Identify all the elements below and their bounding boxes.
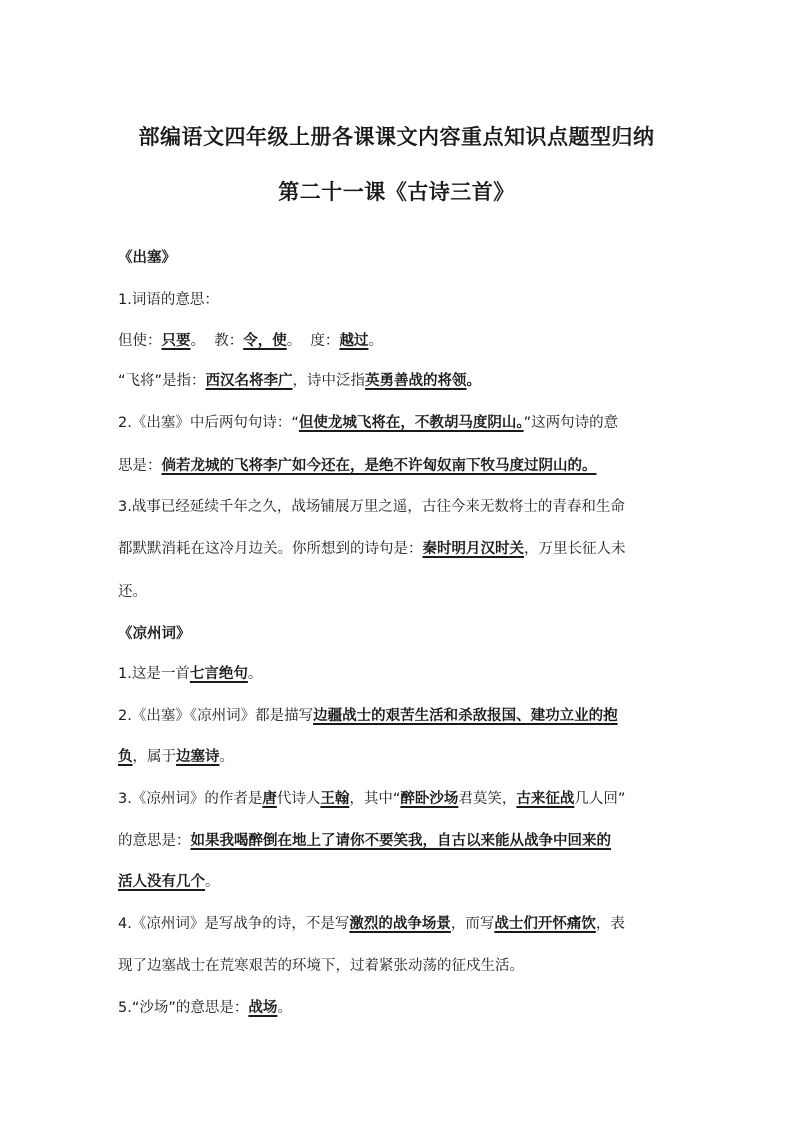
question-3-line-3: 还。 — [118, 584, 147, 600]
section-heading-chusai: 《出塞》 — [118, 250, 176, 266]
answer-blank: 战场 — [248, 1000, 278, 1016]
answer-blank: 边疆战士的艰苦生活和杀敌报国、建功立业的抱 — [313, 708, 618, 724]
text: “飞将”是指： — [118, 373, 206, 389]
section-heading-liangzhouci: 《凉州词》 — [118, 626, 191, 642]
text: 2.《出塞》中后两句句诗：“ — [118, 415, 299, 431]
question-3-line-2 — [118, 831, 678, 851]
answer-blank: 越过 — [339, 333, 369, 349]
answer-blank: 醉卧沙场 — [400, 791, 459, 807]
question-3-line-2 — [118, 539, 678, 559]
answer-blank: 秦时明月汉时关 — [422, 541, 524, 557]
text: 君莫笑， — [458, 791, 517, 807]
answer-blank: 七言绝句 — [189, 666, 248, 682]
question-1b — [118, 371, 678, 391]
text: 4.《凉州词》是写战争的诗，不是写 — [118, 916, 350, 932]
answer-blank: 但使龙城飞将在，不教胡马度阴山。 — [298, 415, 524, 431]
text: 都默默消耗在这冷月边关。你所想到的诗句是： — [118, 541, 423, 557]
question-2-line-2 — [118, 456, 678, 476]
question-2-line-1 — [118, 413, 678, 433]
text: ，属于 — [132, 749, 176, 765]
text: ”这两句诗的意 — [523, 415, 619, 431]
answer-blank: 令，使 — [243, 333, 287, 349]
question-3-line-1: 3.战事已经延续千年之久，战场铺展万里之遥，古往今来无数将士的青春和生命 — [118, 499, 625, 515]
question-5 — [118, 998, 678, 1018]
text: ，万里长征人未 — [524, 541, 626, 557]
text: 。 — [205, 874, 220, 890]
answer-blank: 战士们开怀痛饮 — [494, 916, 596, 932]
question-2-line-1 — [118, 706, 678, 726]
answer-blank: 唐 — [262, 791, 277, 807]
text: 几人回” — [574, 791, 626, 807]
question-1 — [118, 664, 678, 684]
question-3-line-1 — [118, 789, 678, 809]
answer-blank: 只要 — [161, 333, 191, 349]
text: 思是： — [118, 458, 162, 474]
text: ，而写 — [450, 916, 495, 932]
text: 。 — [277, 1000, 292, 1016]
question-1-label: 1.词语的意思： — [118, 292, 219, 308]
text: 1.这是一首 — [118, 666, 190, 682]
lesson-title: 第二十一课《古诗三首》 — [278, 180, 515, 204]
text: 。 — [466, 373, 482, 389]
answer-blank: 激烈的战争场景 — [349, 916, 451, 932]
document-title: 部编语文四年级上册各课课文内容重点知识点题型归纳 — [138, 125, 655, 149]
text: 但使： — [118, 333, 162, 349]
answer-blank: 古来征战 — [516, 791, 575, 807]
text: 代诗人 — [276, 791, 321, 807]
text: ，诗中泛指 — [292, 373, 366, 389]
text: 3.《凉州词》的作者是 — [118, 791, 263, 807]
text: 。 — [247, 666, 263, 682]
answer-blank: 边塞诗 — [176, 749, 220, 765]
question-3-line-3 — [118, 872, 678, 892]
question-4-line-1 — [118, 914, 678, 934]
text: 教： — [205, 333, 244, 349]
answer-blank: 活人没有几个 — [118, 874, 205, 890]
text: 的意思是： — [118, 833, 191, 849]
text: 2.《出塞》《凉州词》都是描写 — [118, 708, 314, 724]
question-2-line-2 — [118, 747, 678, 767]
text: 。 — [286, 333, 302, 349]
text: 度： — [301, 333, 340, 349]
text: ，表 — [595, 916, 625, 932]
text: 。 — [190, 333, 205, 349]
answer-blank: 如果我喝醉倒在地上了请你不要笑我，自古以来能从战争中回来的 — [190, 833, 611, 849]
question-1-answers — [118, 331, 678, 351]
answer-blank: 负 — [118, 749, 133, 765]
text: ，其中“ — [349, 791, 401, 807]
text: 5.“沙场”的意思是： — [118, 1000, 249, 1016]
answer-blank: 倘若龙城的飞将李广如今还在，是绝不许匈奴南下牧马度过阴山的。 — [161, 458, 597, 474]
question-4-line-2: 现了边塞战士在荒寒艰苦的环境下，过着紧张动荡的征戍生活。 — [118, 958, 524, 974]
text: 。 — [219, 749, 234, 765]
text: 。 — [368, 333, 383, 349]
answer-blank: 英勇善战的将领 — [365, 373, 467, 389]
answer-blank: 西汉名将李广 — [205, 373, 293, 389]
answer-blank: 王翰 — [320, 791, 350, 807]
